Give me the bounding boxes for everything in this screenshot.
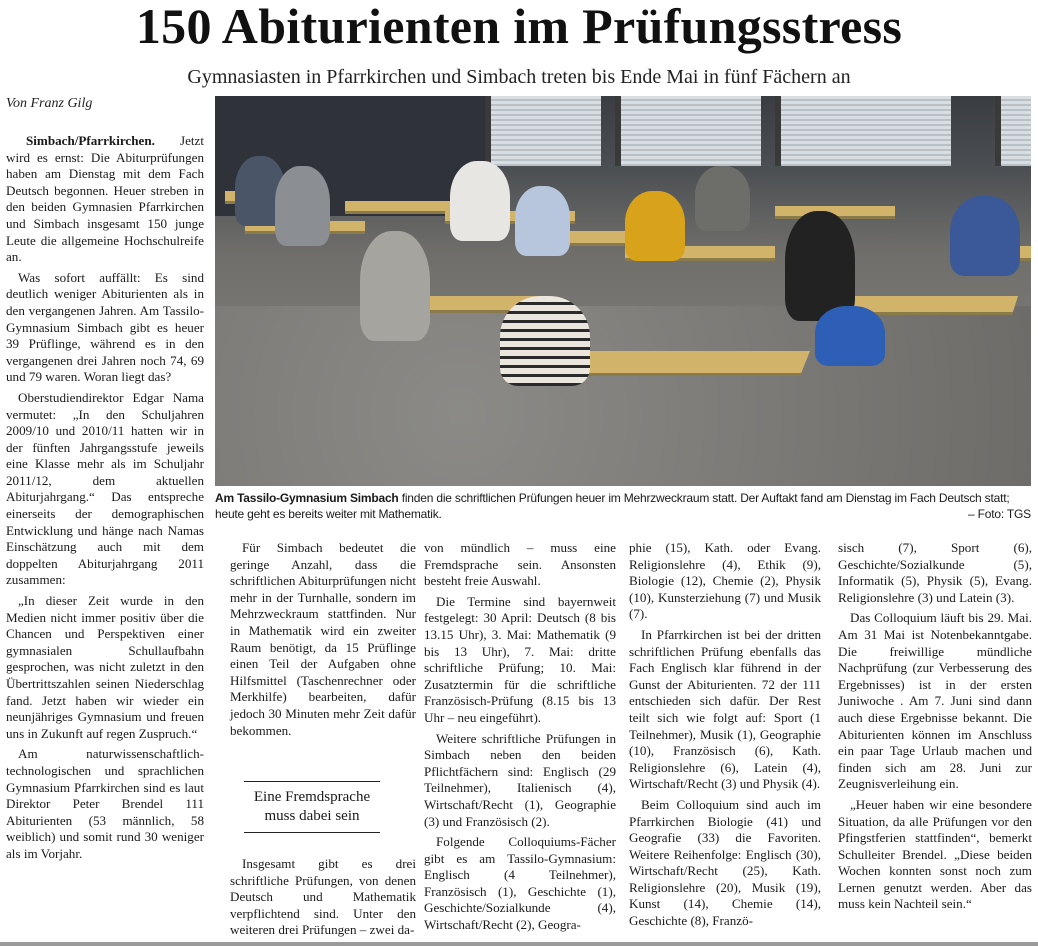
inline-subheading [244, 781, 380, 833]
divider [244, 781, 380, 782]
inline-subheading-text: Eine Fremdsprache muss dabei sein [253, 789, 371, 824]
photo-window [615, 96, 761, 166]
article-column-5 [838, 540, 1032, 917]
subheadline: Gymnasiasten in Pfarrkirchen und Simbach treten bis Ende Mai in fünf Fächern an [187, 66, 851, 88]
photo-person [515, 186, 570, 256]
dateline: Simbach/Pfarrkirchen. [26, 133, 155, 148]
article-column-1 [6, 133, 204, 867]
paragraph: Das Colloquium läuft bis 29. Mai. Am 31 Mai ist Notenbekanntgabe. Die freiwillige mündliche Nachprüfung (zur Verbesserung des Ergebnisses) ist in der ersten Juniwoche . Am 7. Juni sind dann auch diese Ergebnisse bekannt. Die Abiturienten können im Anschluss ein paar Tage Urlaub machen und finden sich am 28. Juni zur Zeugnisverleihung ein. [838, 610, 1032, 792]
article-photo [215, 96, 1031, 486]
paragraph: Für Simbach bedeutet die geringe Anzahl, dass die schriftlichen Abiturprüfungen nicht mehr in der Turnhalle, sondern im Mehrzweckraum stattfinden. Nur in Mathematik wird ein zweiter Raum benötigt, da 15 Prüflinge einen Teil der Aufgaben ohne Hilfsmittel (Taschenrechner oder Merkhilfe) bearbeiten, dafür jedoch 30 Minuten mehr Zeit dafür bekommen. [230, 540, 416, 738]
photo-credit: – Foto: TGS [968, 507, 1031, 521]
photo-person [275, 166, 330, 246]
paragraph: „Heuer haben wir eine besondere Situation, da alle Prüfungen vor den Pfingstferien stattfinden“, bemerkt Schulleiter Brendel. „Diese beiden Wochen konnten sonst noch zum Lernen genutzt werden. Aber das muss kein Nachteil sein.“ [838, 796, 1032, 912]
photo-window [485, 96, 601, 166]
paragraph: In Pfarrkirchen ist bei der dritten schriftlichen Prüfung ebenfalls das Fach Englisch klar führend in der Gunst der Abiturienten. 72 der 111 entschieden sich dafür. Der Rest teilt sich wie folgt auf: Sport (1 Teilnehmer), Musik (1), Geographie (10), Französisch (6), Kath. Religionslehre (6), Latein (4), Wirtschaft/Recht (3) und Physik (4). [629, 626, 821, 792]
article-column-4 [629, 540, 821, 934]
photo-caption [215, 490, 1031, 522]
article-column-3 [424, 540, 616, 938]
page-bottom-edge [0, 942, 1038, 946]
photo-desk [345, 201, 455, 214]
paragraph: Beim Colloquium sind auch im Pfarrkirchen Biologie (41) und Geografie (33) die Favoriten. Weitere Reihenfolge: Englisch (30), Wirtschaft/Recht (25), Kath. Religionslehre (20), Musik (19), Kunst (14), Chemie (14), Geschichte (8), Franzö- [629, 796, 821, 929]
photo-person [625, 191, 685, 261]
photo-person [815, 306, 885, 366]
paragraph: „In dieser Zeit wurde in den Medien nicht immer positiv über die Chancen und Perspektiven einer gymnasialen Schullaufbahn gesprochen, was nicht zuletzt in den Übertrittszahlen seinen Niederschlag fand. Jetzt haben wir wieder ein neunjähriges Gymnasium und freuen uns in Zukunft auf regen Zuspruch.“ [6, 593, 204, 741]
headline: 150 Abiturienten im Prüfungsstress [135, 0, 903, 54]
paragraph: sisch (7), Sport (6), Geschichte/Sozialkunde (5), Informatik (5), Physik (5), Evang. Religionslehre (3) und Latein (3). [838, 540, 1032, 605]
paragraph: Am naturwissenschaftlich-technologischen und sprachlichen Gymnasium Pfarrkirchen sind es laut Direktor Peter Brendel 111 Abiturienten (53 männlich, 58 weiblich) und somit rund 30 weniger als im Vorjahr. [6, 746, 204, 861]
photo-window [775, 96, 951, 166]
paragraph: Was sofort auffällt: Es sind deutlich weniger Abiturienten als in den vergangenen Jahren. Am Tassilo-Gymnasium Simbach gibt es heuer 39 Prüflinge, während es in den vergangenen drei Jahren noch 74, 69 und 79 waren. Woran liegt das? [6, 269, 204, 385]
photo-person [500, 296, 590, 386]
photo-person [785, 211, 855, 321]
photo-person [450, 161, 510, 241]
paragraph: Folgende Colloquiums-Fächer gibt es am Tassilo-Gymnasium: Englisch (4 Teilnehmer), Französisch (1), Geschichte (1), Geschichte/Sozialkunde (4), Wirtschaft/Recht (2), Geogra- [424, 834, 616, 933]
photo-floor [215, 306, 1031, 486]
divider [244, 832, 380, 833]
caption-text: finden die schriftlichen Prüfungen heuer im Mehrzweckraum statt. Der Auftakt fand am Dienstag im Fach Deutsch statt; heute geht es bereits weiter mit Mathematik. [215, 491, 1010, 521]
paragraph: Simbach/Pfarrkirchen. Jetzt wird es ernst: Die Abiturprüfungen haben am Dienstag mit dem Fach Deutsch begonnen. Heuer streben in den beiden Gymnasien Pfarrkirchen und Simbach insgesamt 150 junge Leute die allgemeine Hochschulreife an. [6, 133, 204, 265]
article-column-2 [230, 540, 416, 743]
article-column-2-continued [230, 856, 416, 943]
paragraph: Oberstudiendirektor Edgar Nama vermutet: „In den Schuljahren 2009/10 und 2010/11 hatten wir in der fünften Jahrgangsstufe jeweils eine Klasse mehr als im Schuljahr 2011/12, dem aktuellen Abiturjahrgang.“ Das entspreche einerseits der demographischen Entwicklung und hänge nach Namas Einschätzung auch mit dem doppelten Abiturjahrgang 2011 zusammen: [6, 389, 204, 588]
paragraph: Die Termine sind bayernweit festgelegt: 30 April: Deutsch (8 bis 13.15 Uhr), 3. Mai: Mathematik (9 bis 13 Uhr), 7. Mai: dritte schriftliche Prüfung; 10. Mai: Zusatztermin für die schriftliche Französisch-Prüfung (8.15 bis 13 Uhr – neu eingeführt). [424, 593, 616, 725]
photo-window [995, 96, 1031, 166]
photo-person [950, 196, 1020, 276]
paragraph: von mündlich – muss eine Fremdsprache sein. Ansonsten besteht freie Auswahl. [424, 540, 616, 589]
caption-lead: Am Tassilo-Gymnasium Simbach [215, 491, 399, 505]
paragraph: Insgesamt gibt es drei schriftliche Prüfungen, von denen Deutsch und Mathematik verpflichtend sind. Unter den weiteren drei Prüfungen – zwei da- [230, 856, 416, 938]
photo-person [695, 166, 750, 231]
photo-person [360, 231, 430, 341]
byline: Von Franz Gilg [6, 96, 93, 111]
paragraph: phie (15), Kath. oder Evang. Religionslehre (4), Ethik (9), Biologie (12), Chemie (2), Physik (10), Kunsterziehung (7) und Musik (7). [629, 540, 821, 622]
paragraph: Weitere schriftliche Prüfungen in Simbach neben den beiden Pflichtfächern sind: Englisch (29 Teilnehmer), Italienisch (4), Wirtschaft/Recht (1), Geographie (3) und Französisch (2). [424, 730, 616, 829]
